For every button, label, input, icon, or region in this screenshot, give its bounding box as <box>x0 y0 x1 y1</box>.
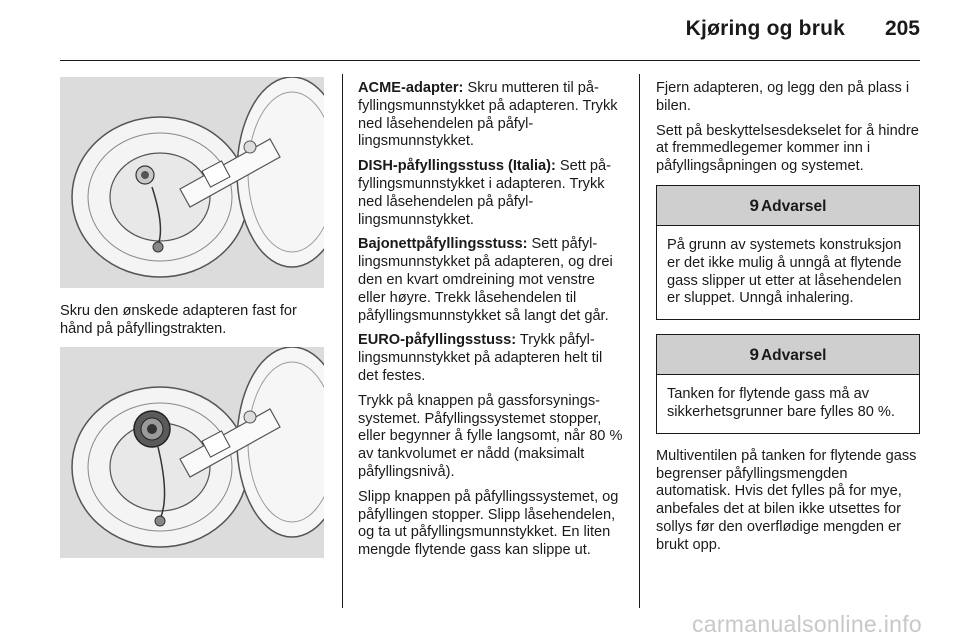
warning-icon: 9 <box>749 345 759 365</box>
paragraph-lead: DISH-påfyllingsstuss (Italia): <box>358 158 556 175</box>
warning-text: På grunn av systemets konstruksjon er det ikke mulig å unngå at flytende gass slipper ut etter at låsehendelen er sluppet. Unngå inhalering. <box>667 236 902 307</box>
fuel-filler-drawing-1 <box>60 77 324 288</box>
illustration-caption: Skru den ønskede adapteren fast for hånd på påfyllingstrakten. <box>60 303 297 337</box>
paragraph-bayonet-stuss <box>358 236 626 325</box>
warning-title: Advarsel <box>760 197 827 215</box>
illustration-adapter-mounted <box>60 347 324 558</box>
paragraph-multivalve: Multiventilen på tanken for flytende gass begrenser påfyllingsmengden automatisk. Hvis det fylles på for mye, anbefales det at bilen ikke utsettes for sollys før den overflødige mengden er brukt opp. <box>656 447 917 553</box>
paragraph-dish-stuss <box>358 158 626 229</box>
column-divider-1 <box>342 74 343 608</box>
right-column-text <box>656 80 920 562</box>
paragraph-euro-stuss <box>358 332 626 385</box>
paragraph-text: Skru mutteren til påfyllingsmunnstykket på adapteren. Trykk ned låsehendelen på påfyllingsmunnstykket. <box>358 80 618 150</box>
left-column-text <box>60 303 326 346</box>
paragraph-text: Sett påfyllingsmunnstykket på adapteren, og drei den en kvart omdreining mot venstre eller høyre. Trekk låsehendelen til påfyllingsmunnstykket så langt det går. <box>358 236 613 324</box>
fuel-filler-drawing-2 <box>60 347 324 558</box>
paragraph-text: Trykk påfyllingsmunnstykket på adapteren helt til det festes. <box>358 332 603 384</box>
paragraph-press-button: Trykk på knappen på gassforsyningssystemet. Påfyllingssystemet stopper, eller begynner å fylle langsomt, når 80 % av tankvolumet er nådd (maksimalt påfyllingsnivå). <box>358 392 623 480</box>
illustration-fuel-filler-open <box>60 77 324 288</box>
paragraph-lead: EURO-påfyllingsstuss: <box>358 332 517 349</box>
paragraph-release-button: Slipp knappen på påfyllingssystemet, og påfyllingen stopper. Slipp låsehendelen, og ta ut påfyllingsmunnstykket. En liten mengde flytende gass kan slippe ut. <box>358 488 619 559</box>
paragraph-text: Sett påfyllingsmunnstykket i adapteren. Trykk ned låsehendelen på påfyllingsmunnstykket. <box>358 158 612 228</box>
header-divider <box>60 60 920 61</box>
warning-box <box>656 185 920 320</box>
warning-header <box>657 186 919 226</box>
section-title: Kjøring og bruk <box>685 17 845 40</box>
paragraph-protective-cap: Sett på beskyttelsesdekselet for å hindre at fremmedlegemer kommer inn i påfyllingsåpningen og systemet. <box>656 122 919 175</box>
paragraph-remove-adapter: Fjern adapteren, og legg den på plass i bilen. <box>656 80 910 114</box>
middle-column-text <box>358 80 626 567</box>
paragraph-acme-adapter <box>358 80 626 151</box>
paragraph-lead: ACME-adapter: <box>358 80 464 96</box>
page-number: 205 <box>884 17 920 40</box>
warning-box <box>656 334 920 434</box>
paragraph-lead: Bajonettpåfyllingsstuss: <box>358 236 528 253</box>
warning-icon: 9 <box>749 195 759 215</box>
warning-header <box>657 335 919 375</box>
column-divider-2 <box>639 74 640 608</box>
warning-title: Advarsel <box>760 347 827 365</box>
warning-text: Tanken for flytende gass må av sikkerhetsgrunner bare fylles 80 %. <box>667 386 895 420</box>
watermark: carmanualsonline.info <box>691 611 922 637</box>
